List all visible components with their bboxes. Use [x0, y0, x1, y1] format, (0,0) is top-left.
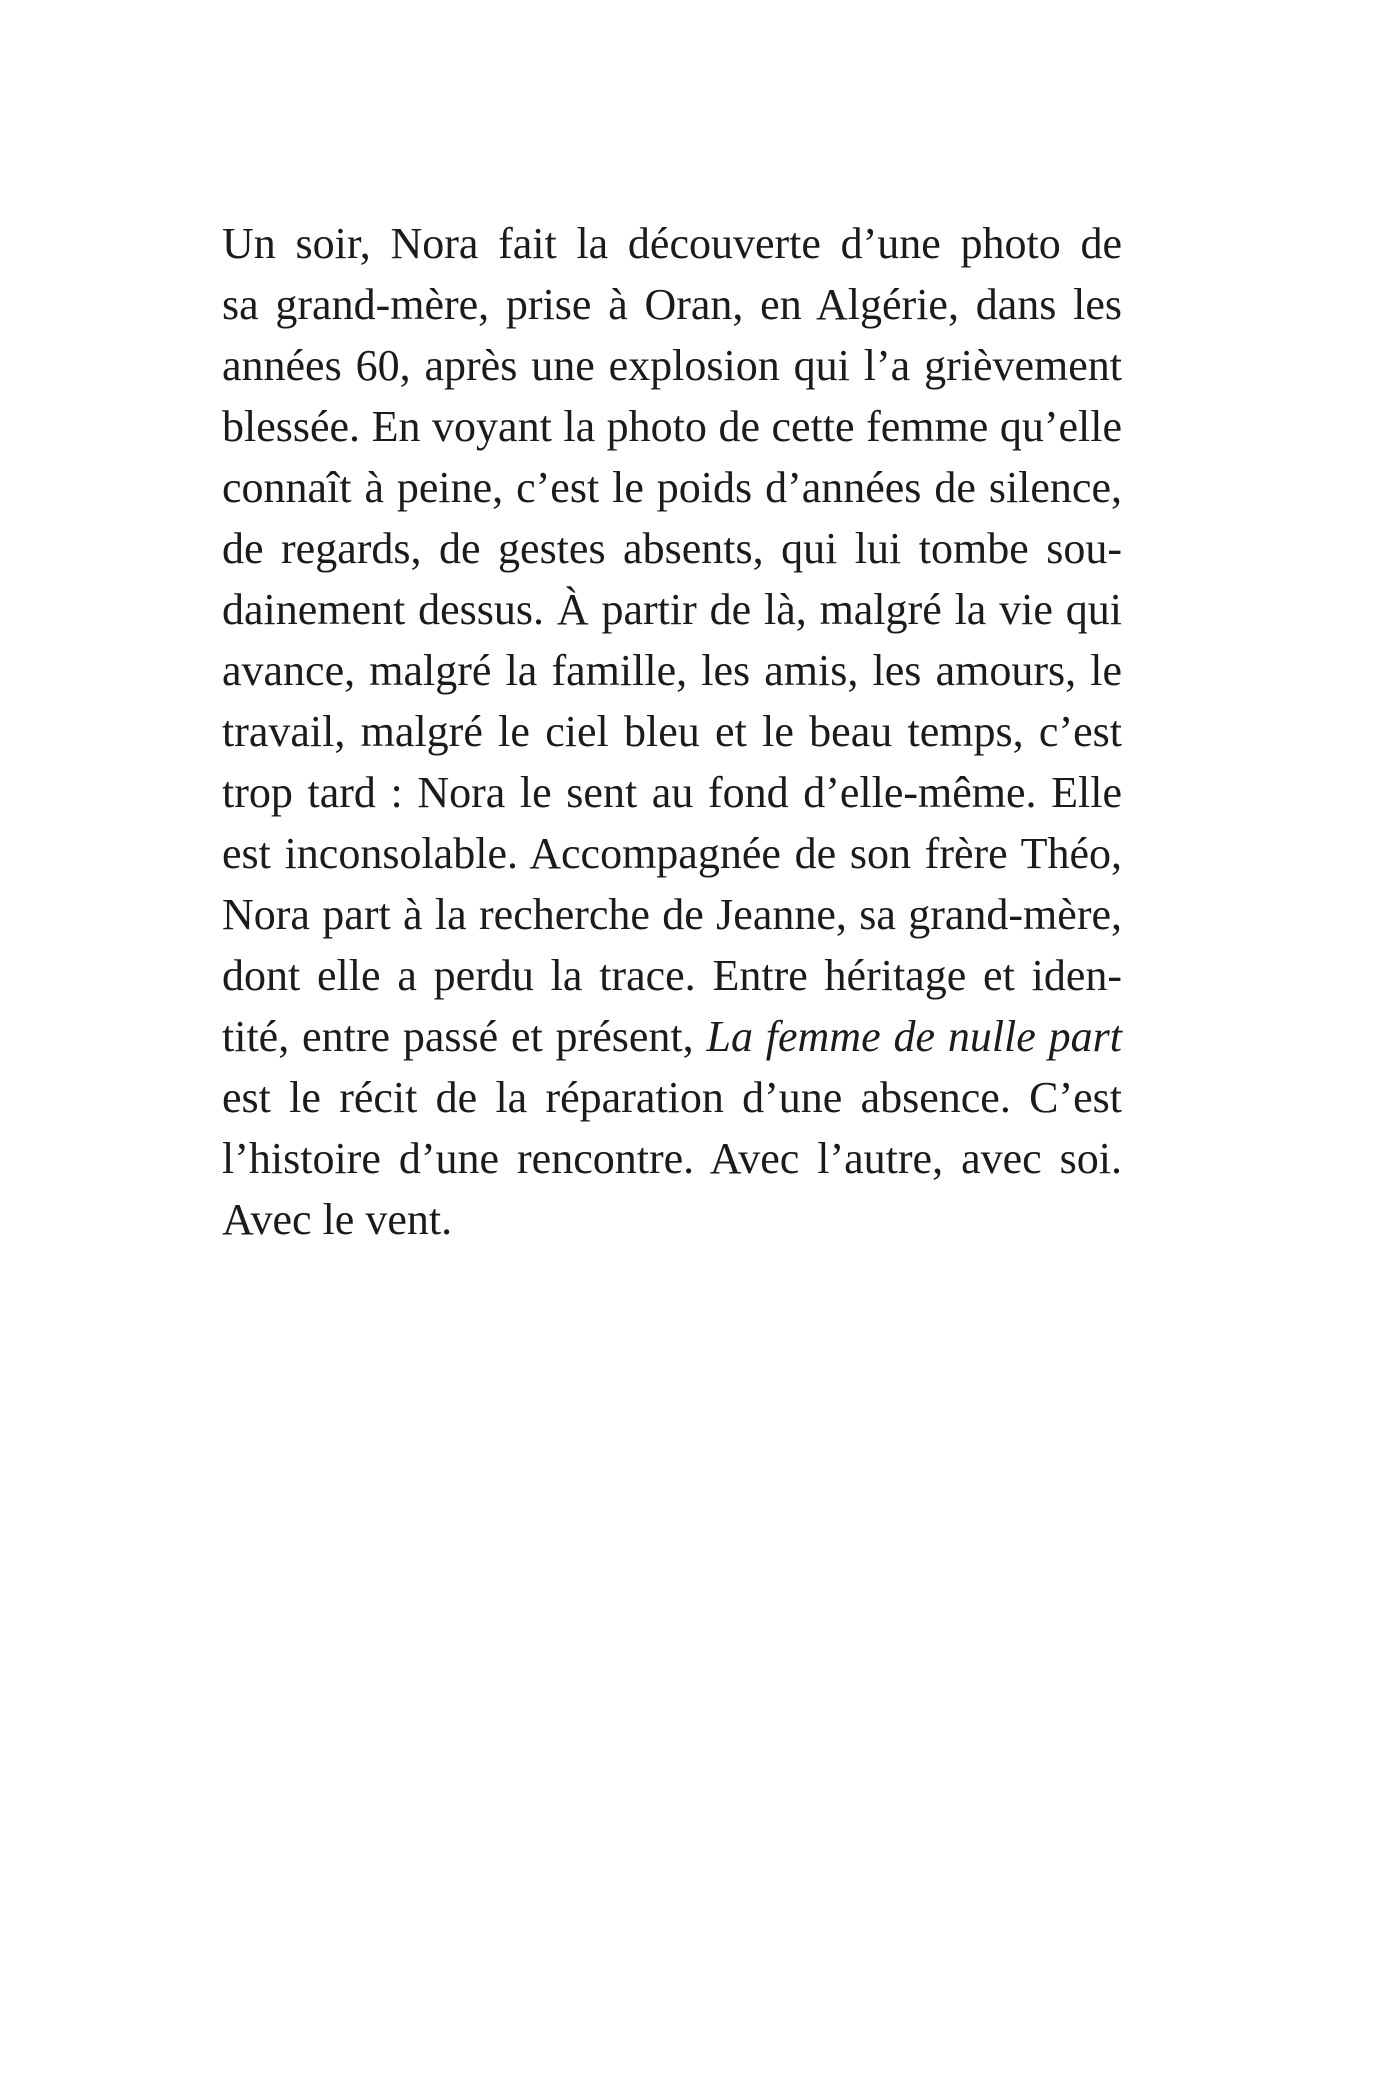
text-line-12: Nora part à la recherche de Jeanne, sa grand-mère, [222, 890, 1122, 939]
text-line-2: sa grand-mère, prise à Oran, en Algérie, dans les [222, 280, 1122, 329]
text-line-8: avance, malgré la famille, les amis, les amours, le [222, 646, 1122, 695]
text-line-5: connaît à peine, c’est le poids d’années de silence, [222, 463, 1122, 512]
text-line-4: blessée. En voyant la photo de cette femme qu’elle [222, 402, 1122, 451]
text-line-14-prefix: tité, entre passé et présent, [222, 1012, 707, 1061]
text-line-13: dont elle a perdu la trace. Entre héritage et iden- [222, 951, 1122, 1000]
text-line-14 [222, 1006, 1122, 1067]
back-cover-blurb [222, 213, 1122, 1250]
text-line-3: années 60, après une explosion qui l’a grièvement [222, 341, 1122, 390]
text-line-1: Un soir, Nora fait la découverte d’une photo de [222, 219, 1122, 268]
text-line-6: de regards, de gestes absents, qui lui tombe sou- [222, 524, 1122, 573]
text-line-11: est inconsolable. Accompagnée de son frère Théo, [222, 829, 1122, 878]
text-line-16: l’histoire d’une rencontre. Avec l’autre, avec soi. [222, 1134, 1122, 1183]
book-title: La femme de nulle part [706, 1012, 1122, 1061]
text-line-7: dainement dessus. À partir de là, malgré la vie qui [222, 585, 1122, 634]
text-line-10: trop tard : Nora le sent au fond d’elle-même. Elle [222, 768, 1122, 817]
text-line-9: travail, malgré le ciel bleu et le beau temps, c’est [222, 707, 1122, 756]
text-line-15: est le récit de la réparation d’une absence. C’est [222, 1073, 1122, 1122]
text-line-17: Avec le vent. [222, 1195, 453, 1244]
